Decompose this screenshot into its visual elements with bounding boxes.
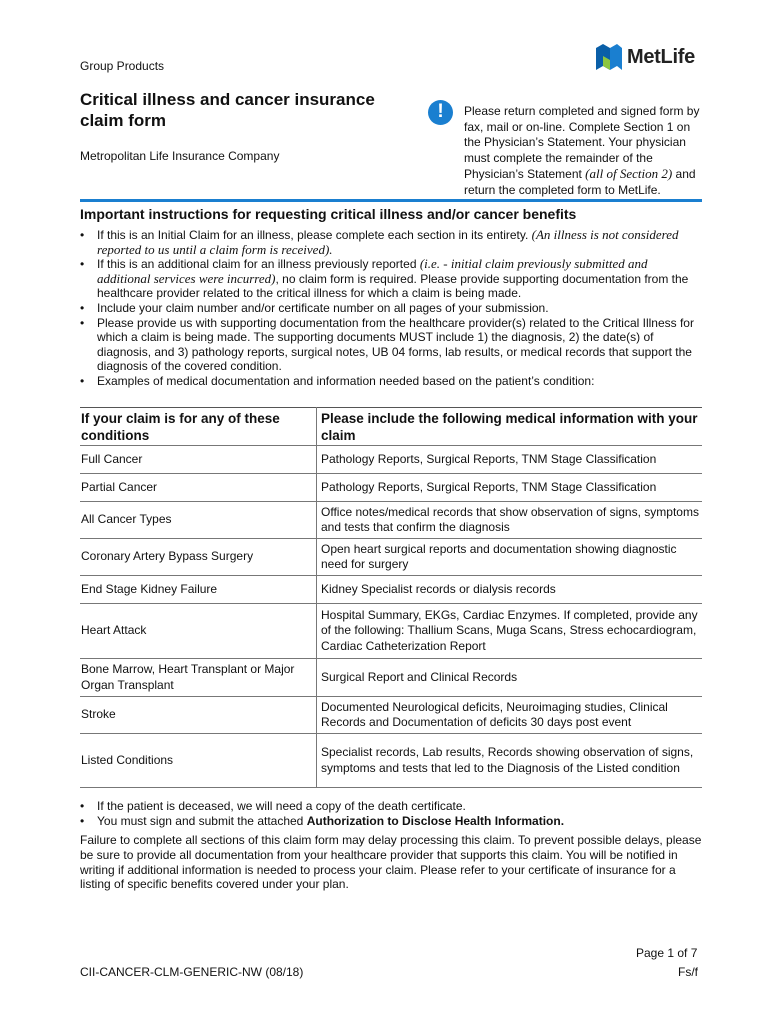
failure-notice: Failure to complete all sections of this claim form may delay processing this claim. To prevent possible delays, please be sure to provide all documentation from your healthcare provider that supports this claim. You will be notified in writing if additional information is needed to process your claim. Please refer to your certificate of insurance for a listing of specific benefits covered under your plan.: [80, 833, 702, 892]
list-item: • Please provide us with supporting documentation from the healthcare provider(s) related to the Critical Illness for which a claim is being made. The supporting documents MUST include 1) the diagnosis, 2) the date(s) of diagnosis, and 3) pathology reports, surgical notes, UB 04 forms, lab results, or medical records that support the diagnosis of the covered condition.: [80, 316, 702, 374]
list-item: [80, 228, 702, 257]
company-name: Metropolitan Life Insurance Company: [80, 149, 280, 163]
instructions-list: [80, 228, 702, 389]
table-row: [80, 502, 702, 539]
info-cell: Kidney Specialist records or dialysis records: [317, 576, 703, 604]
bullet-italic: (i.e. - initial claim previously submitted and additional services were incurred): [97, 256, 648, 286]
table-row: [80, 659, 702, 697]
conditions-table: [80, 407, 702, 788]
authorization-reference: Authorization to Disclose Health Information.: [306, 813, 565, 828]
instructions-heading: Important instructions for requesting critical illness and/or cancer benefits: [80, 206, 577, 222]
table-row: [80, 539, 702, 576]
exclamation-symbol: !: [437, 101, 444, 122]
list-item: [80, 257, 702, 301]
info-cell: Documented Neurological deficits, Neuroimaging studies, Clinical Records and Documentation of deficits 30 days post event: [317, 697, 703, 734]
section-divider: [80, 199, 702, 202]
group-products-label: Group Products: [80, 59, 165, 73]
page-title: Critical illness and cancer insurance claim form: [80, 90, 375, 130]
list-item: [80, 814, 702, 829]
bullet-text: You must sign and submit the attached: [97, 813, 307, 828]
bullet-text-end: , no claim form is required. Please provide supporting documentation from the healthcare provider related to the critical illness for which a claim is being made.: [97, 271, 689, 301]
table-row: [80, 604, 702, 659]
condition-cell: Bone Marrow, Heart Transplant or Major Organ Transplant: [80, 659, 317, 697]
list-item: • Examples of medical documentation and information needed based on the patient’s condition:: [80, 374, 702, 389]
info-cell: Open heart surgical reports and documentation showing diagnostic need for surgery: [317, 539, 703, 576]
condition-cell: All Cancer Types: [80, 502, 317, 539]
list-item: • If the patient is deceased, we will need a copy of the death certificate.: [80, 799, 702, 814]
col-header-medical-info: Please include the following medical information with your claim: [317, 408, 703, 446]
condition-cell: Heart Attack: [80, 604, 317, 659]
return-note-end: and return the completed form to MetLife.: [464, 167, 696, 197]
bullet-text: If this is an additional claim for an illness previously reported: [97, 257, 420, 272]
condition-cell: Partial Cancer: [80, 474, 317, 502]
condition-cell: Full Cancer: [80, 446, 317, 474]
bullet-text: If this is an Initial Claim for an illness, please complete each section in its entirety.: [97, 228, 532, 242]
table-header-row: [80, 408, 702, 446]
logo-text: MetLife: [627, 46, 695, 68]
list-item: • Include your claim number and/or certificate number on all pages of your submission.: [80, 301, 702, 316]
form-id: CII-CANCER-CLM-GENERIC-NW (08/18): [80, 965, 304, 979]
exclamation-icon: [428, 100, 453, 125]
condition-cell: Coronary Artery Bypass Surgery: [80, 539, 317, 576]
page-number: Page 1 of 7: [636, 946, 698, 960]
info-cell: Office notes/medical records that show observation of signs, symptoms and tests that confirm the diagnosis: [317, 502, 703, 539]
additional-notes-list: [80, 799, 702, 828]
info-cell: Surgical Report and Clinical Records: [317, 659, 703, 697]
table-row: [80, 734, 702, 788]
info-cell: Specialist records, Lab results, Records showing observation of signs, symptoms and tests that led to the Diagnosis of the Listed condition: [317, 734, 703, 788]
col-header-conditions: If your claim is for any of these conditions: [80, 408, 317, 446]
condition-cell: Listed Conditions: [80, 734, 317, 788]
table-row: [80, 697, 702, 734]
table-row: [80, 576, 702, 604]
table-row: [80, 446, 702, 474]
condition-cell: End Stage Kidney Failure: [80, 576, 317, 604]
return-note-text: Please return completed and signed form by fax, mail or on-line. Complete Section 1 on the Physician’s Statement. Your physician must complete the remainder of the Physician’s Statement: [464, 104, 700, 182]
return-note-italic: (all of Section 2): [585, 166, 673, 182]
info-cell: Pathology Reports, Surgical Reports, TNM Stage Classification: [317, 446, 703, 474]
return-instructions: [464, 104, 704, 199]
form-code: Fs/f: [678, 965, 698, 979]
condition-cell: Stroke: [80, 697, 317, 734]
bullet-italic: (An illness is not considered reported to us until a claim form is received).: [97, 227, 679, 257]
info-cell: Pathology Reports, Surgical Reports, TNM Stage Classification: [317, 474, 703, 502]
info-cell: Hospital Summary, EKGs, Cardiac Enzymes. If completed, provide any of the following: Thallium Scans, Muga Scans, Stress echocardiogram, Cardiac Catheterization Report: [317, 604, 703, 659]
table-row: [80, 474, 702, 502]
